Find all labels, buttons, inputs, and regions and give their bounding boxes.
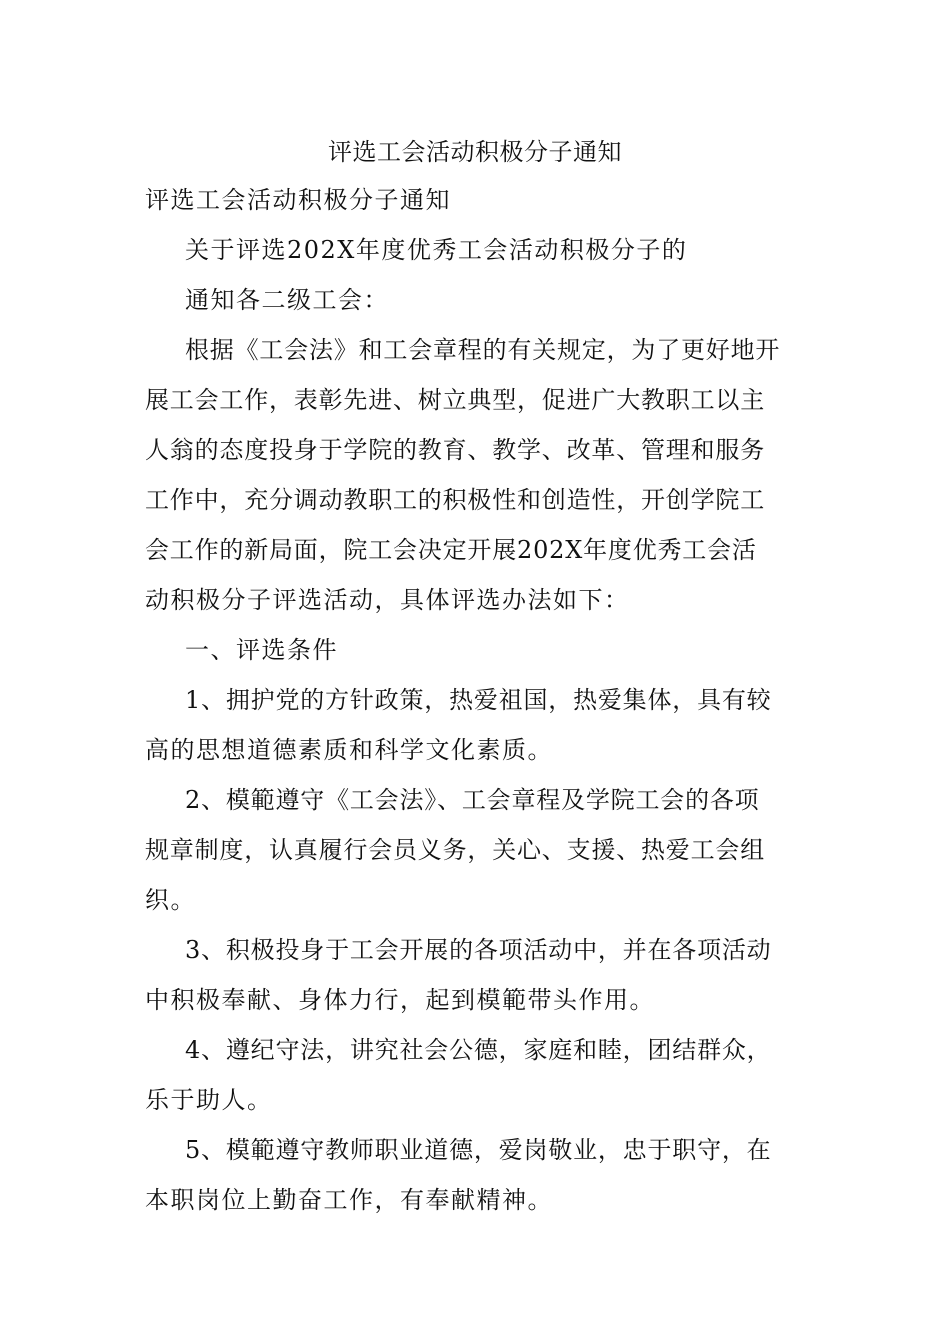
body-line: 会工作的新局面，院工会决定开展202X年度优秀工会活 (145, 536, 757, 564)
list-item-line: 乐于助人。 (145, 1086, 273, 1114)
body-line: 展工会工作，表彰先进、树立典型，促进广大教职工以主 (145, 386, 765, 414)
body-line: 工作中，充分调动教职工的积极性和创造性，开创学院工 (145, 486, 765, 514)
list-item-line: 高的思想道德素质和科学文化素质。 (145, 736, 553, 764)
body-line: 通知各二级工会： (185, 286, 389, 314)
list-item-line: 织。 (145, 886, 196, 914)
subtitle-line: 评选工会活动积极分子通知 (145, 186, 451, 214)
section-heading: 一、评选条件 (185, 636, 338, 664)
body-line: 动积极分子评选活动，具体评选办法如下： (145, 586, 630, 614)
body-line: 人翁的态度投身于学院的教育、教学、改革、管理和服务 (145, 436, 765, 464)
list-item-line: 中积极奉献、身体力行，起到模範带头作用。 (145, 986, 655, 1014)
list-item-line: 3、积极投身于工会开展的各项活动中，并在各项活动 (185, 936, 772, 964)
list-item-line: 5、模範遵守教师职业道德，爱岗敬业，忠于职守，在 (185, 1136, 772, 1164)
document-title: 评选工会活动积极分子通知 (328, 138, 622, 166)
body-line: 根据《工会法》和工会章程的有关规定，为了更好地开 (185, 336, 781, 364)
list-item-line: 2、模範遵守《工会法》、工会章程及学院工会的各项 (185, 786, 760, 814)
list-item-line: 规章制度，认真履行会员义务，关心、支援、热爱工会组 (145, 836, 765, 864)
list-item-line: 1、拥护党的方针政策，热爱祖国，热爱集体，具有较 (185, 686, 772, 714)
body-line: 关于评选202X年度优秀工会活动积极分子的 (185, 236, 688, 264)
list-item-line: 4、遵纪守法，讲究社会公德，家庭和睦，团结群众， (185, 1036, 772, 1064)
list-item-line: 本职岗位上勤奋工作，有奉献精神。 (145, 1186, 553, 1214)
